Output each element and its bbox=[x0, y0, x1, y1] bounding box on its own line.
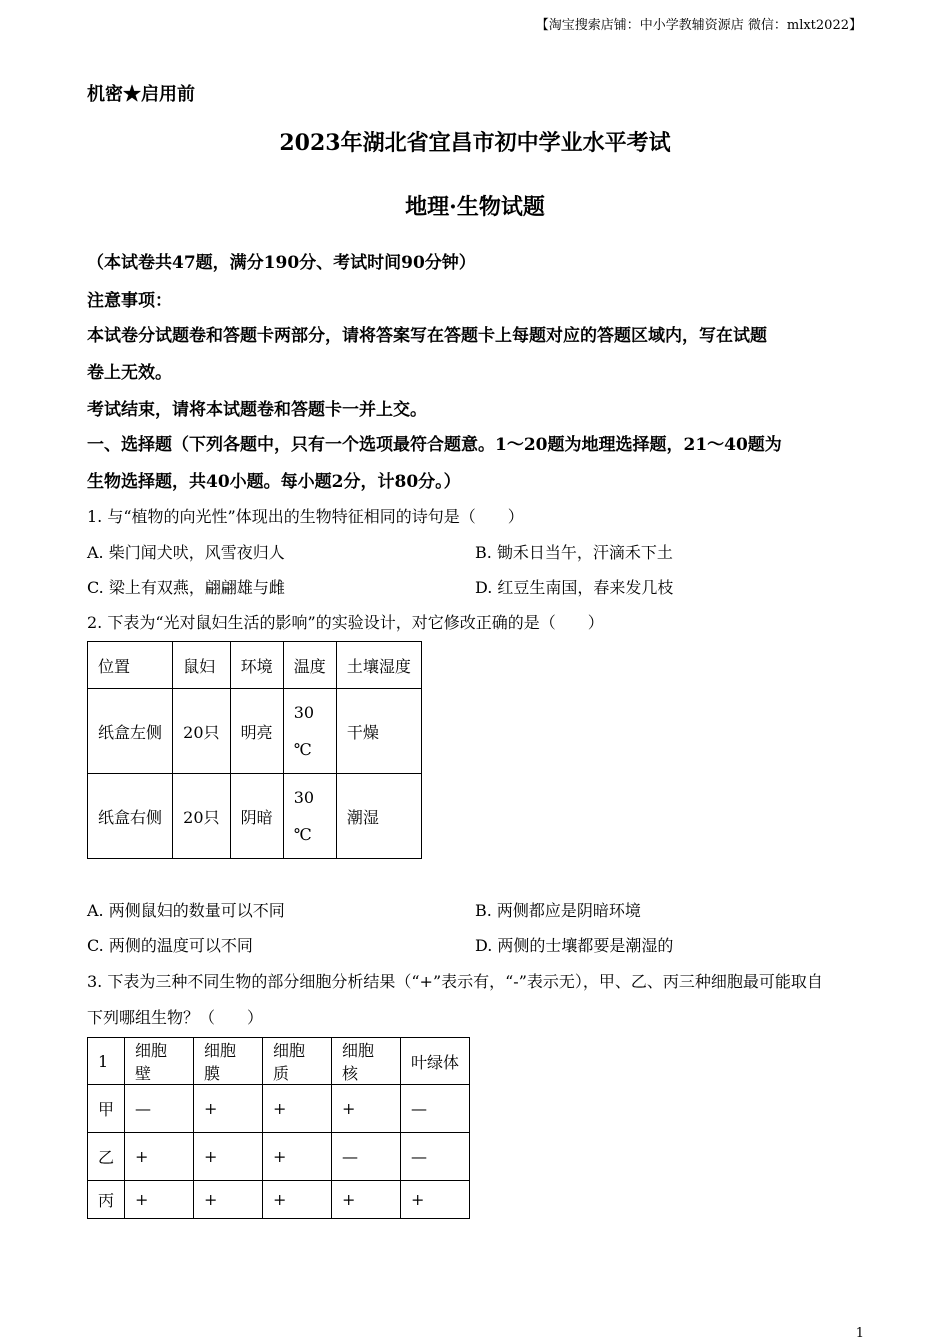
header-note: 【淘宝搜索店铺：中小学教辅资源店 微信：mlxt2022】 bbox=[535, 18, 862, 33]
q2-header-cell: 位置 bbox=[88, 642, 173, 689]
q3-stem-line-2: 下列哪组生物？（ ） bbox=[87, 1008, 264, 1027]
table-cell: 20只 bbox=[173, 774, 230, 859]
q2-option-c: C. 两侧的温度可以不同 bbox=[87, 936, 253, 955]
table-cell: — bbox=[400, 1133, 469, 1181]
table-cell: + bbox=[331, 1181, 400, 1219]
q2-stem: 2. 下表为“光对鼠妇生活的影响”的实验设计，对它修改正确的是（ ） bbox=[87, 613, 604, 632]
q1-option-a: A. 柴门闻犬吠，风雪夜归人 bbox=[87, 543, 285, 562]
exam-info: （本试卷共47题，满分190分、考试时间90分钟） bbox=[87, 253, 476, 273]
table-cell: + bbox=[194, 1181, 263, 1219]
q3-header-cell: 1 bbox=[88, 1038, 125, 1085]
q3-table bbox=[87, 1037, 470, 1219]
table-cell: 纸盒右侧 bbox=[88, 774, 173, 859]
q2-option-a: A. 两侧鼠妇的数量可以不同 bbox=[87, 901, 285, 920]
table-cell: + bbox=[262, 1133, 331, 1181]
q3-header-cell: 细胞核 bbox=[331, 1038, 400, 1085]
page-number: 1 bbox=[855, 1326, 864, 1341]
table-cell: — bbox=[125, 1085, 194, 1133]
table-cell: 纸盒左侧 bbox=[88, 689, 173, 774]
confidential-label: 机密★启用前 bbox=[87, 84, 195, 105]
q3-header-cell: 叶绿体 bbox=[400, 1038, 469, 1085]
notice-line-2: 卷上无效。 bbox=[87, 363, 172, 383]
table-cell: 乙 bbox=[88, 1133, 125, 1181]
table-cell: + bbox=[125, 1181, 194, 1219]
q1-option-d: D. 红豆生南国，春来发几枝 bbox=[475, 578, 674, 597]
q2-header-cell: 土壤湿度 bbox=[336, 642, 421, 689]
q2-table bbox=[87, 641, 422, 859]
notice-line-1: 本试卷分试题卷和答题卡两部分，请将答案写在答题卡上每题对应的答题区域内，写在试题 bbox=[87, 326, 767, 346]
page-subtitle: 地理·生物试题 bbox=[405, 194, 545, 220]
table-row bbox=[88, 1181, 470, 1219]
temp-value: 30 bbox=[293, 788, 315, 807]
table-cell: 干燥 bbox=[336, 689, 421, 774]
section-heading-line-2: 生物选择题，共40小题。每小题2分，计80分。） bbox=[87, 472, 461, 492]
q3-header-cell: 细胞质 bbox=[262, 1038, 331, 1085]
q2-option-b: B. 两侧都应是阴暗环境 bbox=[475, 901, 641, 920]
notice-line-3: 考试结束，请将本试题卷和答题卡一并上交。 bbox=[87, 400, 427, 420]
q3-header-cell: 细胞膜 bbox=[194, 1038, 263, 1085]
q3-table-header-row bbox=[88, 1038, 470, 1085]
table-cell: — bbox=[400, 1085, 469, 1133]
notice-heading: 注意事项： bbox=[87, 291, 172, 311]
table-cell: + bbox=[194, 1085, 263, 1133]
table-row bbox=[88, 1133, 470, 1181]
q3-stem-line-1: 3. 下表为三种不同生物的部分细胞分析结果（“+”表示有，“-”表示无），甲、乙、丙三种细胞最可能取自 bbox=[87, 972, 823, 991]
table-cell: 20只 bbox=[173, 689, 230, 774]
table-cell: + bbox=[400, 1181, 469, 1219]
q2-table-header-row bbox=[88, 642, 422, 689]
table-cell: — bbox=[331, 1133, 400, 1181]
section-heading-line-1: 一、选择题（下列各题中，只有一个选项最符合题意。1～20题为地理选择题，21～40题为 bbox=[87, 435, 782, 455]
temp-unit: ℃ bbox=[293, 825, 312, 844]
temp-value: 30 bbox=[293, 703, 315, 722]
table-cell: 明亮 bbox=[230, 689, 283, 774]
table-cell: + bbox=[331, 1085, 400, 1133]
q2-option-d: D. 两侧的士壤都要是潮湿的 bbox=[475, 936, 674, 955]
q1-option-b: B. 锄禾日当午，汗滴禾下土 bbox=[475, 543, 673, 562]
table-cell: 丙 bbox=[88, 1181, 125, 1219]
q2-header-cell: 温度 bbox=[283, 642, 336, 689]
q1-stem: 1. 与“植物的向光性”体现出的生物特征相同的诗句是（ ） bbox=[87, 507, 524, 526]
table-cell: + bbox=[262, 1181, 331, 1219]
table-cell: + bbox=[262, 1085, 331, 1133]
table-row bbox=[88, 1085, 470, 1133]
q1-option-c: C. 梁上有双燕，翩翩雄与雌 bbox=[87, 578, 285, 597]
q2-header-cell: 鼠妇 bbox=[173, 642, 230, 689]
table-cell-temperature bbox=[283, 774, 336, 859]
table-cell: + bbox=[194, 1133, 263, 1181]
q2-header-cell: 环境 bbox=[230, 642, 283, 689]
table-row bbox=[88, 689, 422, 774]
temp-unit: ℃ bbox=[293, 740, 312, 759]
table-cell: 甲 bbox=[88, 1085, 125, 1133]
page-title: 2023年湖北省宜昌市初中学业水平考试 bbox=[279, 130, 671, 156]
table-row bbox=[88, 774, 422, 859]
table-cell-temperature bbox=[283, 689, 336, 774]
table-cell: + bbox=[125, 1133, 194, 1181]
q3-header-cell: 细胞壁 bbox=[125, 1038, 194, 1085]
table-cell: 阴暗 bbox=[230, 774, 283, 859]
table-cell: 潮湿 bbox=[336, 774, 421, 859]
